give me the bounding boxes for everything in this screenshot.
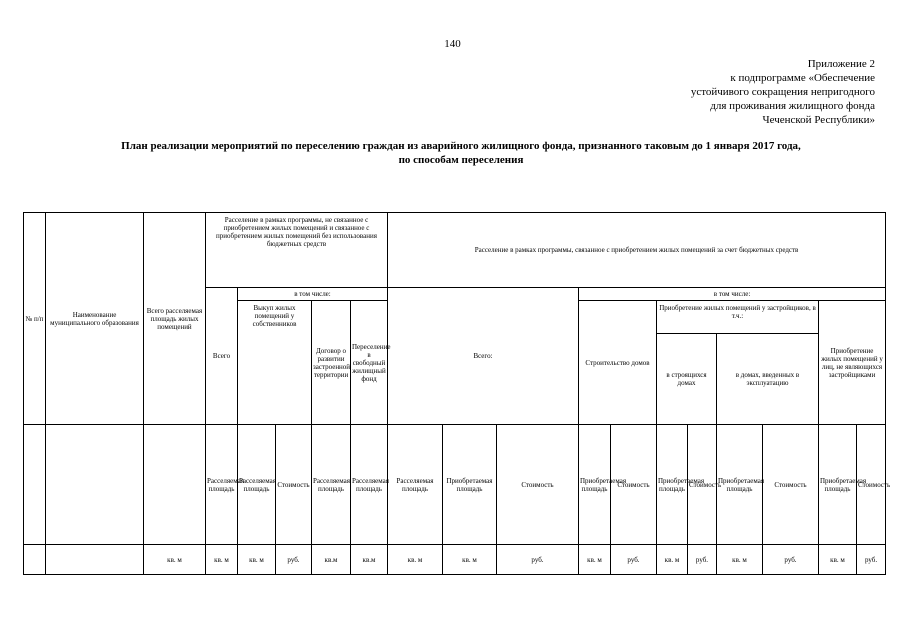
- appendix-line: Чеченской Республики»: [762, 114, 875, 126]
- unit-cell: кв. м: [206, 545, 238, 575]
- header-total: Всего: [206, 288, 238, 425]
- header-group-budget: Расселение в рамках программы, связанное с приобретением жилых помещений за счет бюджетных средств: [388, 213, 886, 288]
- header-free-housing: Переселение в свободный жилищный фонд: [351, 301, 388, 425]
- appendix-line: к подпрограмме «Обеспечение: [730, 72, 875, 84]
- sub-header: Приобретаемая площадь: [819, 425, 857, 545]
- unit-cell: руб.: [497, 545, 579, 575]
- sub-header: Расселяемая площадь: [388, 425, 443, 545]
- header-number: № п/п: [24, 213, 46, 425]
- unit-cell: руб.: [857, 545, 886, 575]
- unit-cell: кв. м: [443, 545, 497, 575]
- unit-cell: кв.м: [312, 545, 351, 575]
- unit-cell: кв.м: [351, 545, 388, 575]
- unit-cell: кв. м: [657, 545, 688, 575]
- header-total-budget: Всего:: [388, 288, 579, 425]
- appendix-line: устойчивого сокращения непригодного: [690, 86, 875, 98]
- unit-cell: кв. м: [388, 545, 443, 575]
- sub-empty: [46, 425, 144, 545]
- unit-empty: [24, 545, 46, 575]
- sub-header: Стоимость: [497, 425, 579, 545]
- page-number: 140: [444, 38, 461, 50]
- title-line: План реализации мероприятий по переселению граждан из аварийного жилищного фонда, признанного таковым до 1 января 2017 года,: [121, 140, 801, 152]
- header-under-construction: в строящихся домах: [657, 334, 717, 425]
- unit-cell: руб.: [688, 545, 717, 575]
- document-title: [40, 139, 882, 167]
- unit-cell: руб.: [763, 545, 819, 575]
- sub-header: Расселяемая площадь: [312, 425, 351, 545]
- sub-header: Приобретаемая площадь: [657, 425, 688, 545]
- header-municipality: Наименование муниципального образования: [46, 213, 144, 425]
- unit-cell: руб.: [611, 545, 657, 575]
- unit-cell: кв. м: [819, 545, 857, 575]
- sub-header: Стоимость: [611, 425, 657, 545]
- sub-header: Приобретаемая площадь: [717, 425, 763, 545]
- sub-header: Расселяемая площадь: [238, 425, 276, 545]
- sub-header: Стоимость: [857, 425, 886, 545]
- relocation-plan-table: [23, 212, 891, 575]
- header-construction: Строительство домов: [579, 301, 657, 425]
- header-territory-contract: Договор о развитии застроенной территории: [312, 301, 351, 425]
- sub-header: Расселяемая площадь: [206, 425, 238, 545]
- unit-cell: кв. м: [717, 545, 763, 575]
- header-total-area: Всего расселяемая площадь жилых помещений: [144, 213, 206, 425]
- header-commissioned: в домах, введенных в эксплуатацию: [717, 334, 819, 425]
- appendix-block: [555, 57, 875, 127]
- title-line: по способам переселения: [398, 154, 524, 166]
- sub-header: Стоимость: [276, 425, 312, 545]
- unit-cell: кв. м: [238, 545, 276, 575]
- appendix-line: Приложение 2: [807, 58, 875, 70]
- appendix-line: для проживания жилищного фонда: [710, 100, 875, 112]
- header-acq-developers: Приобретение жилых помещений у застройщиков, в т.ч.:: [657, 301, 819, 334]
- unit-cell: кв. м: [579, 545, 611, 575]
- sub-header: Приобретаемая площадь: [443, 425, 497, 545]
- header-acq-non-developers: Приобретение жилых помещений у лиц, не являющихся застройщиками: [819, 301, 886, 425]
- unit-cell: руб.: [276, 545, 312, 575]
- unit-cell: кв. м: [144, 545, 206, 575]
- header-group-no-budget: Расселение в рамках программы, не связанное с приобретением жилых помещений и связанное с приобретением жилых помещений без использования бюджетных средств: [206, 213, 388, 288]
- sub-header: Стоимость: [688, 425, 717, 545]
- unit-empty: [46, 545, 144, 575]
- sub-header: Стоимость: [763, 425, 819, 545]
- sub-header: Расселяемая площадь: [351, 425, 388, 545]
- header-including: в том числе:: [238, 288, 388, 301]
- sub-empty: [24, 425, 46, 545]
- header-including: в том числе:: [579, 288, 886, 301]
- sub-header: Приобретаемая площадь: [579, 425, 611, 545]
- sub-empty: [144, 425, 206, 545]
- header-buyout: Выкуп жилых помещений у собственников: [238, 301, 312, 425]
